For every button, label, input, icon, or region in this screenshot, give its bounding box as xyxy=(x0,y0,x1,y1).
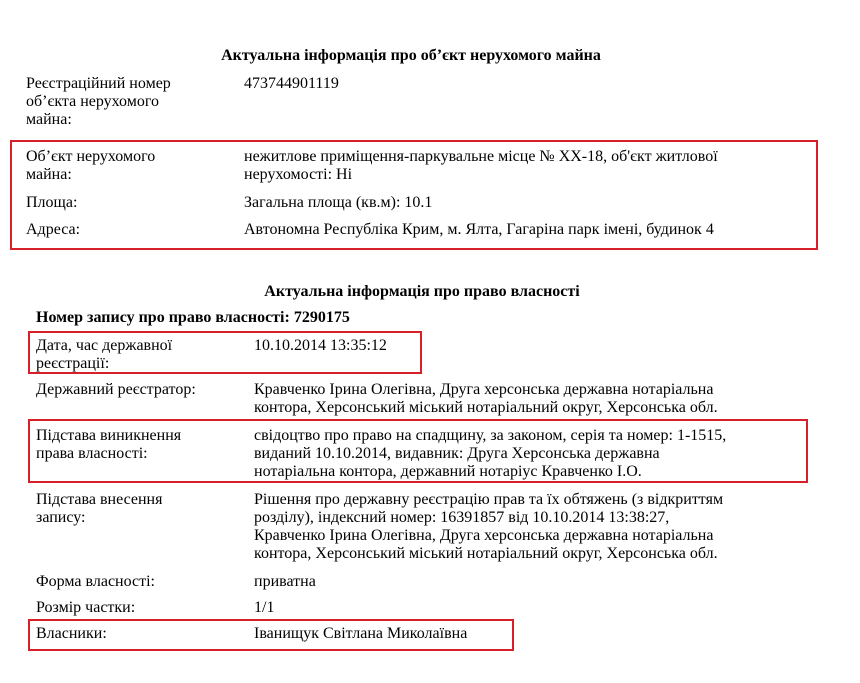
reg-date-label-line2: реєстрації: xyxy=(36,355,110,372)
entry-basis-value-line3: Кравченко Ірина Олегівна, Друга херсонська державна нотаріальна xyxy=(254,527,714,544)
reg-number-label-line2: об’єкта нерухомого xyxy=(26,93,160,110)
reg-date-value: 10.10.2014 13:35:12 xyxy=(254,337,387,354)
owners-label: Власники: xyxy=(36,625,107,642)
record-number: Номер запису про право власності: 7290175 xyxy=(36,309,350,326)
reg-number-label-line3: майна: xyxy=(26,111,72,128)
share-label: Розмір частки: xyxy=(36,599,136,616)
ownership-basis-value-line3: нотаріальна контора, державний нотаріус Кравченко І.О. xyxy=(254,463,642,480)
entry-basis-label-line2: запису: xyxy=(36,509,86,526)
ownership-basis-value-line2: виданий 10.10.2014, видавник: Друга Херсонська державна xyxy=(254,445,660,462)
object-label-line2: майна: xyxy=(26,166,72,183)
address-label: Адреса: xyxy=(26,221,81,238)
address-value: Автономна Республіка Крим, м. Ялта, Гагаріна парк імені, будинок 4 xyxy=(244,221,714,238)
entry-basis-value-line2: розділу), індексний номер: 16391857 від 10.10.2014 13:38:27, xyxy=(254,509,670,526)
object-label-line1: Об’єкт нерухомого xyxy=(26,148,156,165)
reg-date-label-line1: Дата, час державної xyxy=(36,337,173,354)
ownership-basis-label-line2: права власності: xyxy=(36,445,148,462)
object-value-line2: нерухомості: Ні xyxy=(244,166,353,183)
ownership-form-label: Форма власності: xyxy=(36,573,155,590)
section2-heading: Актуальна інформація про право власності xyxy=(264,283,580,300)
registrar-value-line1: Кравченко Ірина Олегівна, Друга херсонська державна нотаріальна xyxy=(254,381,714,398)
entry-basis-value-line1: Рішення про державну реєстрацію прав та їх обтяжень (з відкриттям xyxy=(254,491,724,508)
owners-value: Іванищук Світлана Миколаївна xyxy=(254,625,468,642)
object-value-line1: нежитлове приміщення-паркувальне місце № XX-18, об'єкт житлової xyxy=(244,148,718,165)
share-value: 1/1 xyxy=(254,599,275,616)
ownership-form-value: приватна xyxy=(254,573,316,590)
entry-basis-value-line4: контора, Херсонський міський нотаріальний округ, Херсонська обл. xyxy=(254,545,718,562)
section1-heading: Актуальна інформація про об’єкт нерухомого майна xyxy=(221,47,601,64)
reg-number-label-line1: Реєстраційний номер xyxy=(26,75,171,92)
area-label: Площа: xyxy=(26,194,78,211)
registrar-label: Державний реєстратор: xyxy=(36,381,196,398)
area-value: Загальна площа (кв.м): 10.1 xyxy=(244,194,433,211)
reg-number-value: 473744901119 xyxy=(244,75,339,92)
ownership-basis-label-line1: Підстава виникнення xyxy=(36,427,182,444)
entry-basis-label-line1: Підстава внесення xyxy=(36,491,163,508)
registrar-value-line2: контора, Херсонський міський нотаріальний округ, Херсонська обл. xyxy=(254,399,718,416)
ownership-basis-value-line1: свідоцтво про право на спадщину, за законом, серія та номер: 1-1515, xyxy=(254,427,727,444)
